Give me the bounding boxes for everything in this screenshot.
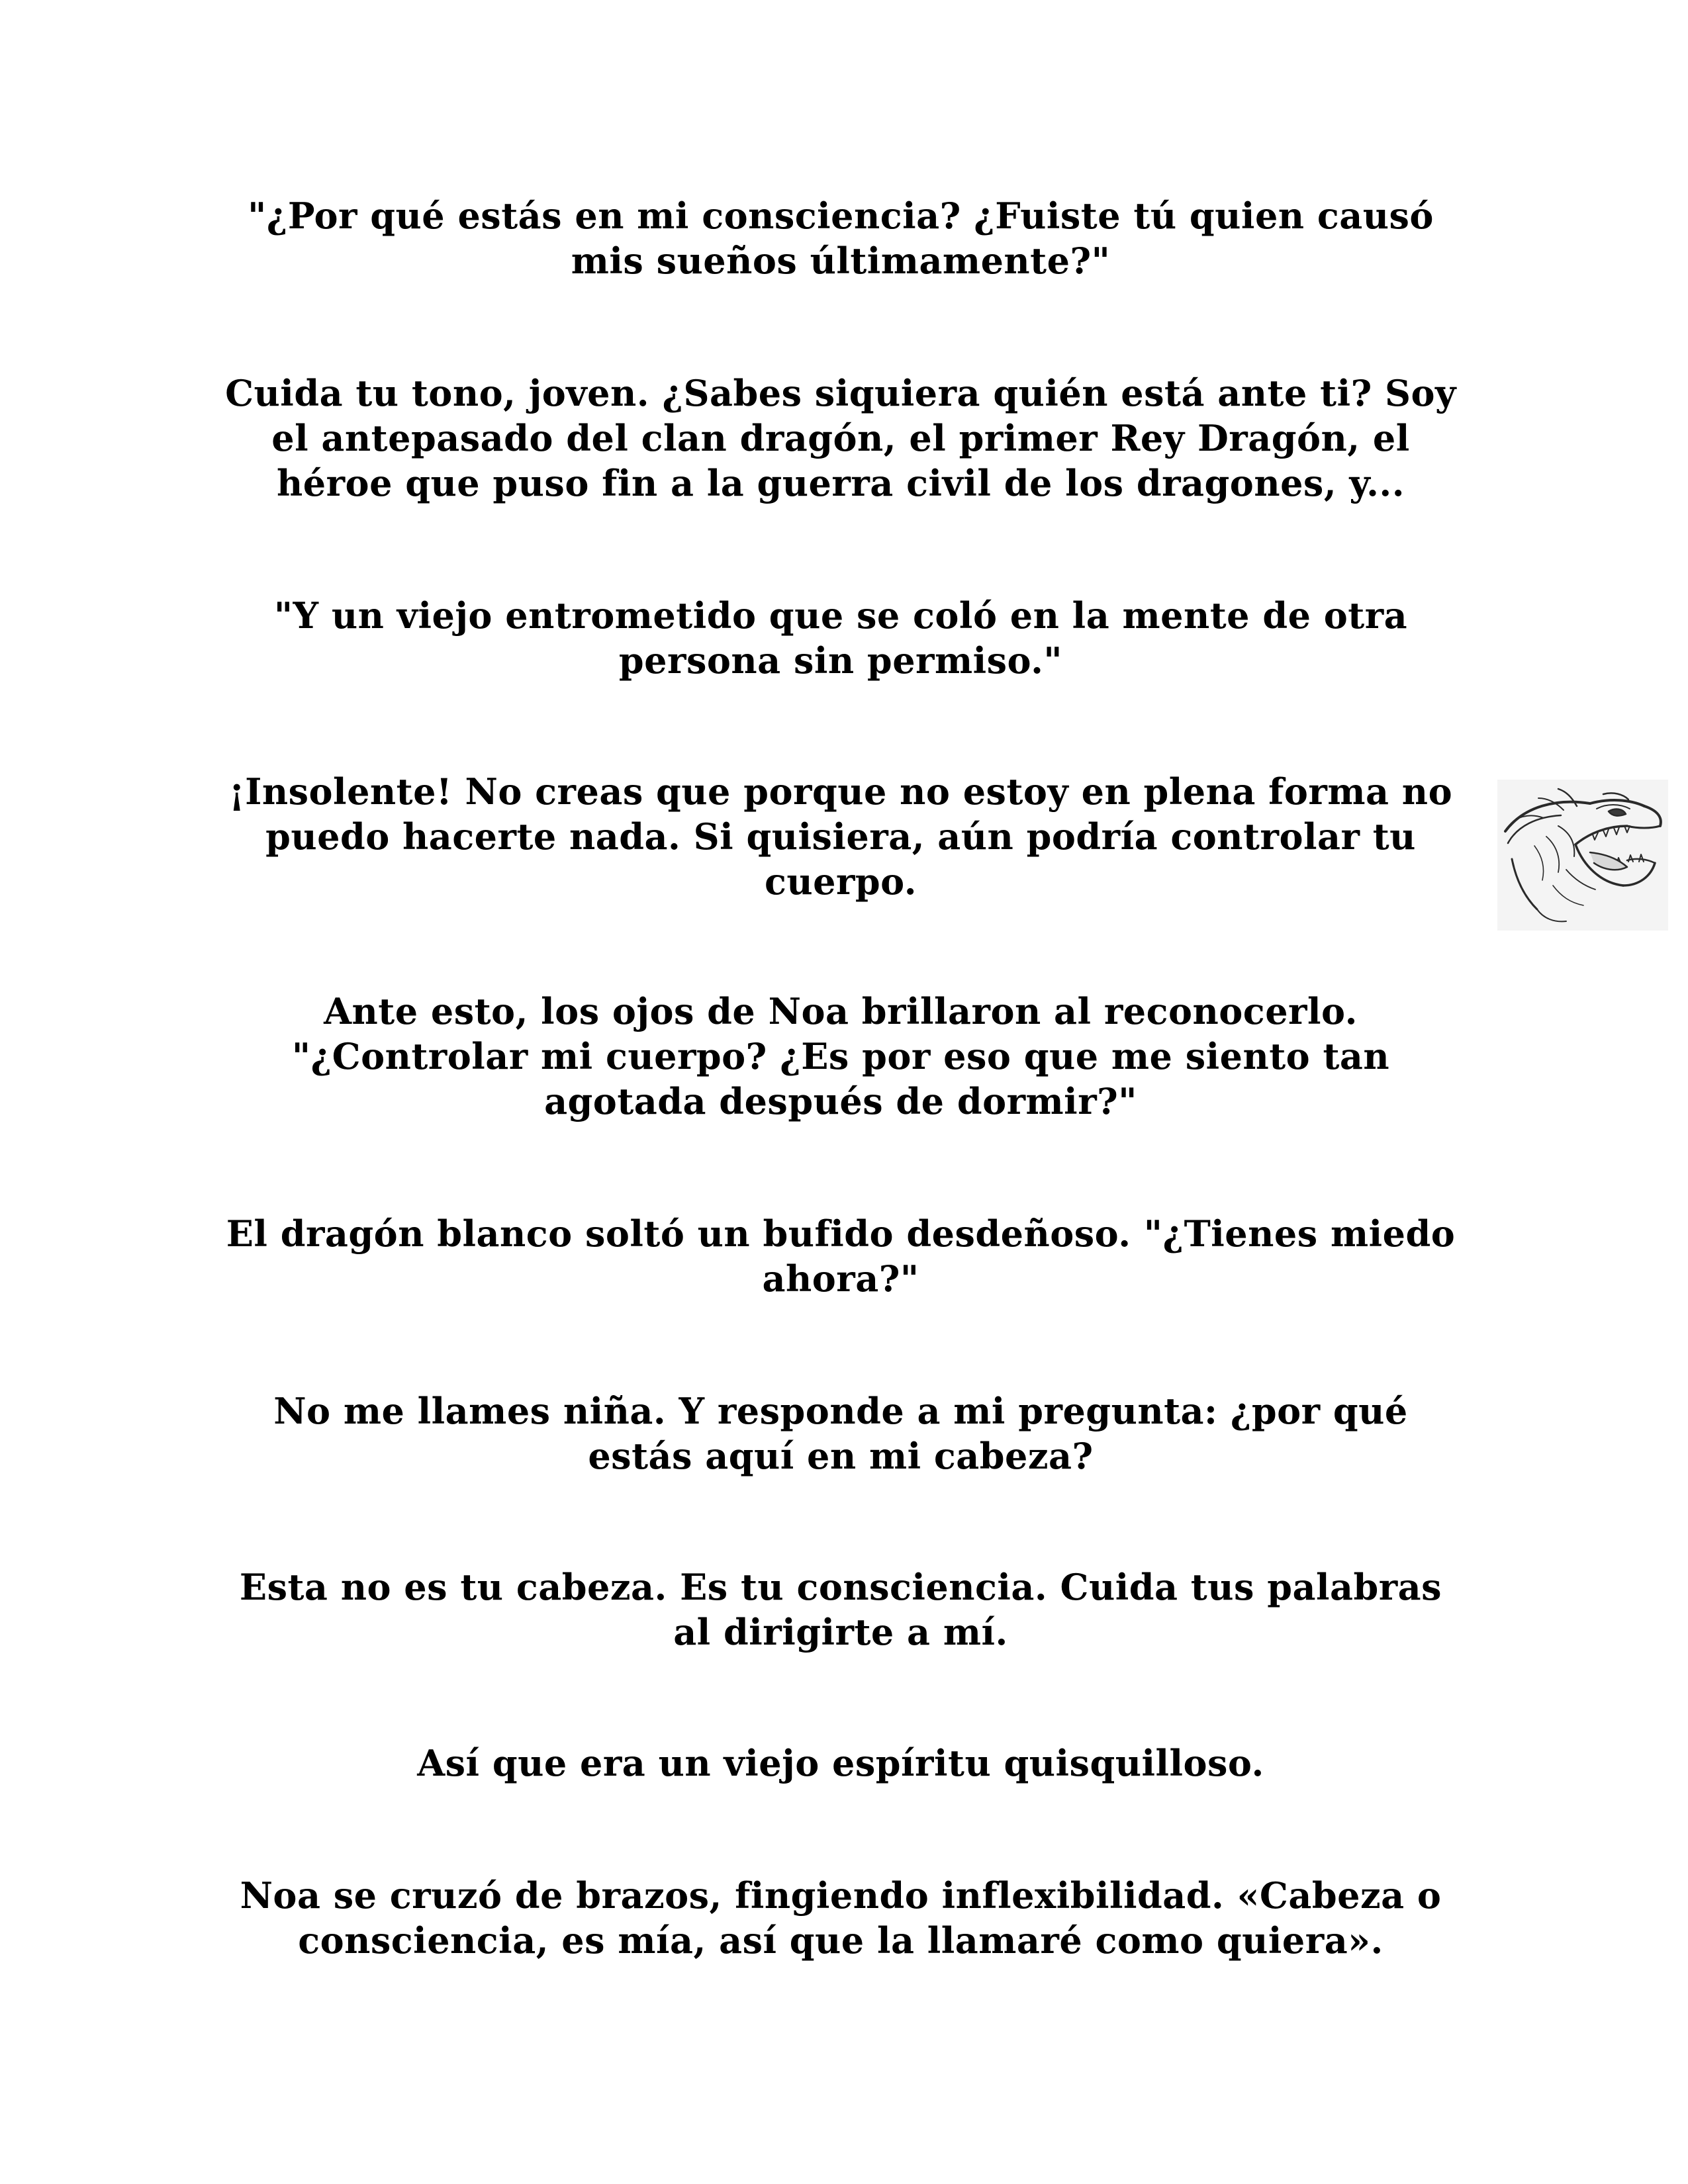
paragraph-1: "¿Por qué estás en mi consciencia? ¿Fuiste tú quien causó mis sueños últimamente?"	[248, 195, 1434, 282]
paragraph-3: "Y un viejo entrometido que se coló en la mente de otra persona sin permiso."	[273, 594, 1408, 682]
paragraph-2: Cuida tu tono, joven. ¿Sabes siquiera quién está ante ti? Soy el antepasado del clan dragón, el primer Rey Dragón, el héroe que puso fin a la guerra civil de los dragones, y...	[225, 372, 1456, 504]
paragraph-5: Ante esto, los ojos de Noa brillaron al reconocerlo. "¿Controlar mi cuerpo? ¿Es por eso que me siento tan agotada después de dormir?"	[291, 990, 1390, 1122]
dragon-head-sketch-icon	[1497, 780, 1668, 931]
paragraph-7: No me llames niña. Y responde a mi pregunta: ¿por qué estás aquí en mi cabeza?	[273, 1390, 1408, 1477]
paragraph-6: El dragón blanco soltó un bufido desdeñoso. "¿Tienes miedo ahora?"	[226, 1212, 1456, 1300]
paragraph-8: Esta no es tu cabeza. Es tu consciencia. Cuida tus palabras al dirigirte a mí.	[239, 1566, 1442, 1653]
paragraph-4: ¡Insolente! No creas que porque no estoy en plena forma no puedo hacerte nada. Si quisiera, aún podría controlar tu cuerpo.	[228, 770, 1453, 903]
paragraph-9: Así que era un viejo espíritu quisquilloso.	[417, 1742, 1264, 1784]
paragraph-10: Noa se cruzó de brazos, fingiendo inflexibilidad. «Cabeza o consciencia, es mía, así que la llamaré como quiera».	[240, 1874, 1442, 1962]
